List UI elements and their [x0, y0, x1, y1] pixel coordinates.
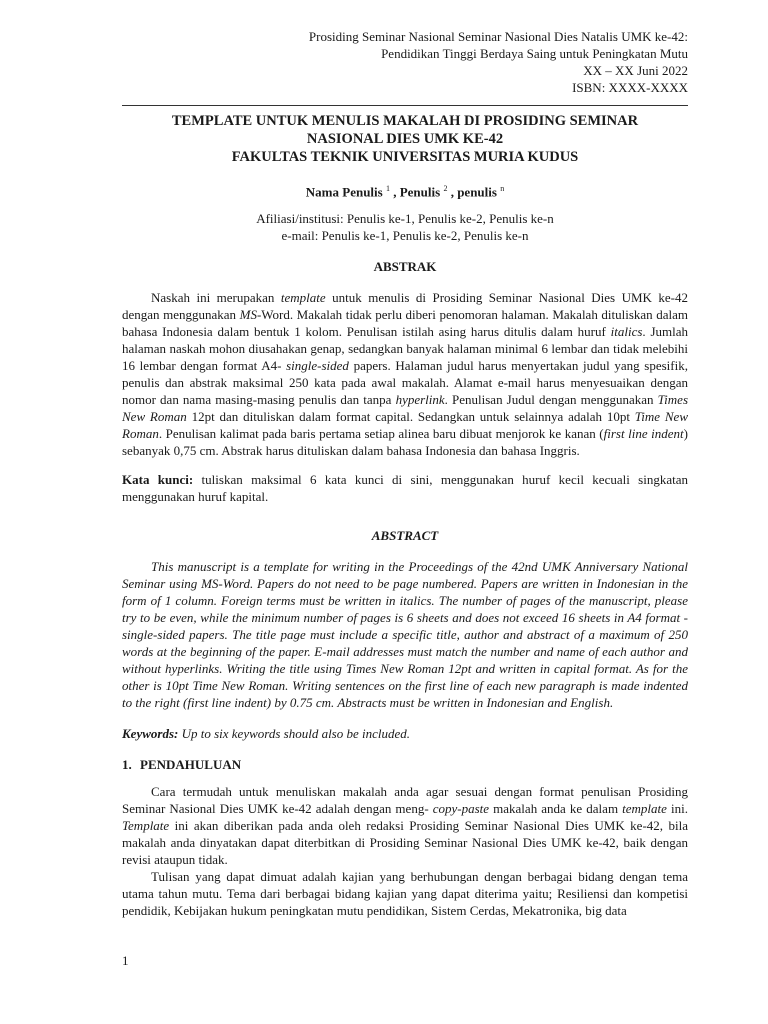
abstrak-text-3: -Word. Makalah tidak perlu diberi penomoran halaman. Makalah dituliskan dalam bahasa Indonesia dalam bentuk 1 kolom. Penulisan istilah asing harus ditulis dalam huruf — [122, 307, 688, 340]
p1-italic-f: Template — [122, 818, 170, 834]
header-line-4: ISBN: XXXX-XXXX — [572, 80, 688, 95]
p1-text-e: ini. — [666, 801, 688, 817]
author-1: Nama Penulis — [305, 184, 383, 200]
abstrak-text-2: untuk menulis di Prosiding Seminar Nasional Dies UMK ke-42 dengan menggunakan — [122, 290, 688, 323]
abstrak-text-8: . Penulisan kalimat pada baris pertama setiap alinea baru dibuat menjorok ke kanan ( — [158, 426, 604, 442]
header-rule — [122, 105, 688, 106]
kata-kunci-label: Kata kunci: — [122, 472, 194, 488]
section-number: 1. — [122, 757, 132, 773]
author-list — [122, 180, 688, 200]
affiliation-line: Afiliasi/institusi: Penulis ke-1, Penulis ke-2, Penulis ke-n — [256, 211, 554, 227]
header-line-1: Prosiding Seminar Nasional Seminar Nasional Dies Natalis UMK ke-42: — [308, 29, 688, 44]
title-line-3: FAKULTAS TEKNIK UNIVERSITAS MURIA KUDUS — [231, 149, 579, 165]
abstrak-italic-5: hyperlink — [395, 392, 445, 408]
running-header — [122, 28, 688, 96]
author-2-sup: 2 — [443, 184, 448, 193]
kata-kunci-text: tuliskan maksimal 6 kata kunci di sini, menggunakan huruf kecil kecuali singkatan menggunakan huruf kapital. — [122, 472, 689, 505]
abstrak-italic-2: MS — [239, 307, 257, 323]
abstract-heading: ABSTRACT — [371, 528, 439, 544]
section-heading-pendahuluan — [122, 756, 688, 773]
author-3: , penulis — [450, 184, 497, 200]
body-paragraph-1 — [122, 783, 688, 868]
paper-page — [122, 28, 688, 919]
kata-kunci-paragraph — [122, 471, 688, 505]
abstrak-italic-7: Time New Roman — [122, 409, 688, 442]
p1-italic-b: copy-paste — [432, 801, 490, 817]
abstrak-italic-1: template — [280, 290, 326, 306]
p1-text-g: ini akan diberikan pada anda oleh redaksi Prosiding Seminar Nasional Dies UMK ke-42, bila makalah anda dinyatakan dapat diterbitkan di Prosiding Seminar Nasional Dies UMK ke-42, baik dengan revisi ataupun tidak. — [122, 818, 688, 868]
abstrak-heading: ABSTRAK — [373, 259, 437, 275]
abstrak-text-1: Naskah ini merupakan — [151, 290, 281, 306]
abstrak-text-9: ) sebanyak 0,75 cm. Abstrak harus dituliskan dalam bahasa Indonesia dan bahasa Inggris. — [122, 426, 688, 459]
affiliation-block — [122, 210, 688, 244]
author-1-sup: 1 — [385, 184, 390, 193]
header-line-2: Pendidikan Tinggi Berdaya Saing untuk Peningkatan Mutu — [381, 46, 688, 61]
page-number: 1 — [122, 953, 129, 968]
abstrak-text-4: . Jumlah halaman naskah mohon diusahakan genap, sedangkan banyak halaman minimal 6 lembar dan tidak melebihi 16 lembar dengan format A4- — [122, 324, 688, 374]
p1-text-c: makalah anda ke dalam — [489, 801, 623, 817]
keywords-label: Keywords: — [122, 726, 179, 742]
p1-text-a: Cara termudah untuk menuliskan makalah anda agar sesuai dengan format penulisan Prosiding Seminar Nasional Dies UMK ke-42 adalah dengan meng- — [122, 784, 688, 817]
abstrak-text-6: . Penulisan Judul dengan menggunakan — [444, 392, 658, 408]
author-2: , Penulis — [393, 184, 441, 200]
title-line-2: NASIONAL DIES UMK KE-42 — [306, 131, 504, 147]
title-line-1: TEMPLATE UNTUK MENULIS MAKALAH DI PROSIDING SEMINAR — [171, 113, 639, 129]
paper-title — [122, 112, 688, 166]
abstrak-italic-4: single-sided — [286, 358, 349, 374]
abstrak-italic-3: italics — [610, 324, 643, 340]
abstrak-italic-6: Times New Roman — [122, 392, 688, 425]
abstrak-text-5: papers. Halaman judul harus menyertakan judul yang spesifik, penulis dan abstrak maksimal 250 kata pada awal makalah. Alamat e-mail harus menyesuaikan dengan nomor dan nama masing-masing penulis dan tanpa — [122, 358, 688, 408]
author-3-sup: n — [500, 184, 505, 193]
keywords-text: Up to six keywords should also be included. — [178, 726, 411, 742]
abstrak-italic-8: first line indent — [603, 426, 684, 442]
email-line: e-mail: Penulis ke-1, Penulis ke-2, Penulis ke-n — [281, 228, 529, 244]
keywords-paragraph — [122, 725, 688, 742]
abstract-paragraph: This manuscript is a template for writing in the Proceedings of the 42nd UMK Anniversary National Seminar using MS-Word. Papers do not need to be page numbered. Papers are written in Indonesian in the form of 1 column. Foreign terms must be written in italics. The number of pages of the manuscript, please try to be even, while the minimum number of pages is 6 sheets and does not exceed 16 sheets in A4 format - single-sided papers. The title page must include a specific title, author and abstract of a maximum of 250 words at the beginning of the paper. E-mail addresses must match the number and name of each author and without hyperlinks. Writing the title using Times New Roman 12pt and written in capital format. As for the other is 10pt Time New Roman. Writing sentences on the first line of each new paragraph is made indented to the right (first line indent) by 0.75 cm. Abstracts must be written in Indonesian and English. — [122, 559, 688, 711]
abstrak-text-7: 12pt dan dituliskan dalam format capital. Sedangkan untuk selainnya adalah 10pt — [186, 409, 635, 425]
p1-italic-d: template — [622, 801, 667, 817]
body-paragraph-2: Tulisan yang dapat dimuat adalah kajian yang berhubungan dengan berbagai bidang dengan tema utama tahun mutu. Tema dari berbagai bidang kajian yang dapat diterima yaitu; Resiliensi dan kompetisi pendidik, Kebijakan hukum peningkatan mutu pendidikan, Sistem Cerdas, Mekatronika, big data — [122, 869, 688, 919]
abstrak-paragraph — [122, 289, 688, 459]
section-title: PENDAHULUAN — [140, 757, 242, 773]
header-line-3: XX – XX Juni 2022 — [583, 63, 688, 78]
